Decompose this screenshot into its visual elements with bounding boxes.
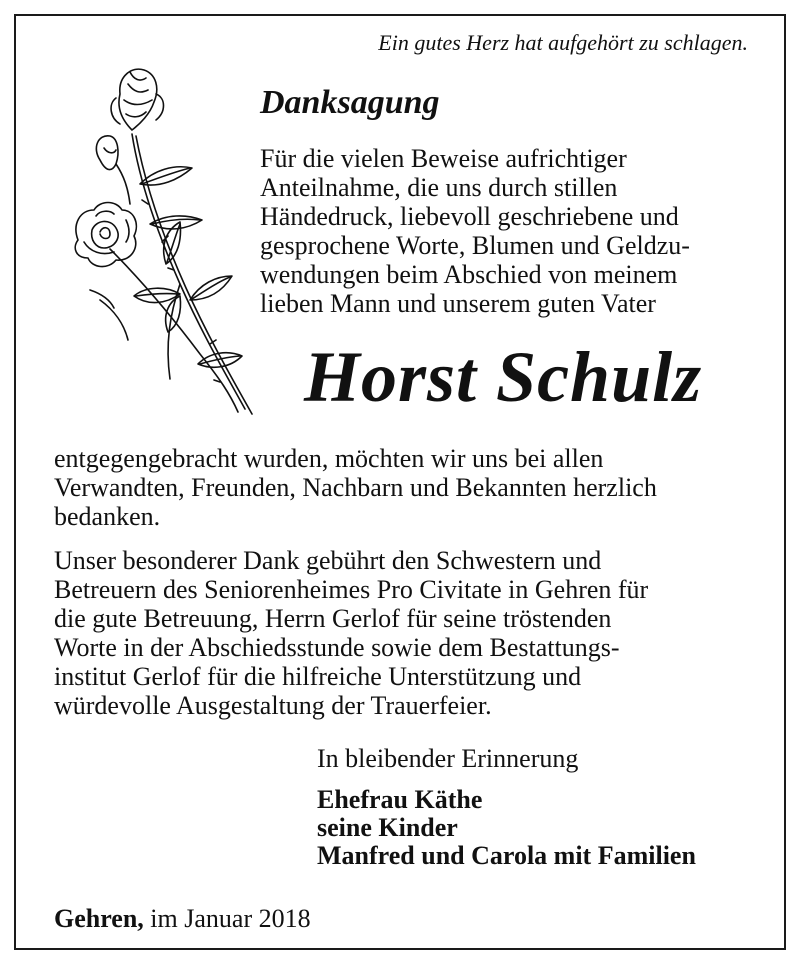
closing-phrase: In bleibender Erinnerung — [317, 744, 579, 773]
text-line: Worte in der Abschiedsstunde sowie dem Bestattungs- — [54, 633, 620, 662]
text-line: bedanken. — [54, 502, 161, 531]
date-text: im Januar 2018 — [143, 904, 311, 933]
signer: seine Kinder — [317, 813, 458, 842]
text-line: Für die vielen Beweise aufrichtiger — [260, 144, 627, 173]
text-line: die gute Betreuung, Herrn Gerlof für seine tröstenden — [54, 604, 612, 633]
signer: Ehefrau Käthe — [317, 785, 483, 814]
deceased-name: Horst Schulz — [304, 337, 703, 417]
signer: Manfred und Carola mit Familien — [317, 841, 696, 870]
epigraph: Ein gutes Herz hat aufgehört zu schlagen. — [378, 30, 748, 55]
thanks-paragraph — [54, 444, 657, 531]
text-line: Händedruck, liebevoll geschriebene und — [260, 202, 679, 231]
text-line: lieben Mann und unserem guten Vater — [260, 289, 656, 318]
notice-heading: Danksagung — [260, 84, 440, 121]
text-line: würdevolle Ausgestaltung der Trauerfeier. — [54, 691, 492, 720]
signers-list — [317, 786, 696, 870]
text-line: Verwandten, Freunden, Nachbarn und Bekannten herzlich — [54, 473, 657, 502]
intro-paragraph — [260, 144, 690, 318]
rose-illustration-icon — [70, 64, 270, 424]
obituary-notice — [14, 14, 786, 950]
text-line: Unser besonderer Dank gebührt den Schwestern und — [54, 546, 602, 575]
text-line: gesprochene Worte, Blumen und Geldzu- — [260, 231, 690, 260]
text-line: entgegengebracht wurden, möchten wir uns bei allen — [54, 444, 604, 473]
special-thanks-paragraph — [54, 546, 648, 720]
text-line: Betreuern des Seniorenheimes Pro Civitate in Gehren für — [54, 575, 649, 604]
text-line: Anteilnahme, die uns durch stillen — [260, 173, 618, 202]
text-line: institut Gerlof für die hilfreiche Unterstützung und — [54, 662, 582, 691]
text-line: wendungen beim Abschied von meinem — [260, 260, 678, 289]
place-name: Gehren, — [54, 904, 144, 933]
place-date-line — [54, 904, 311, 934]
